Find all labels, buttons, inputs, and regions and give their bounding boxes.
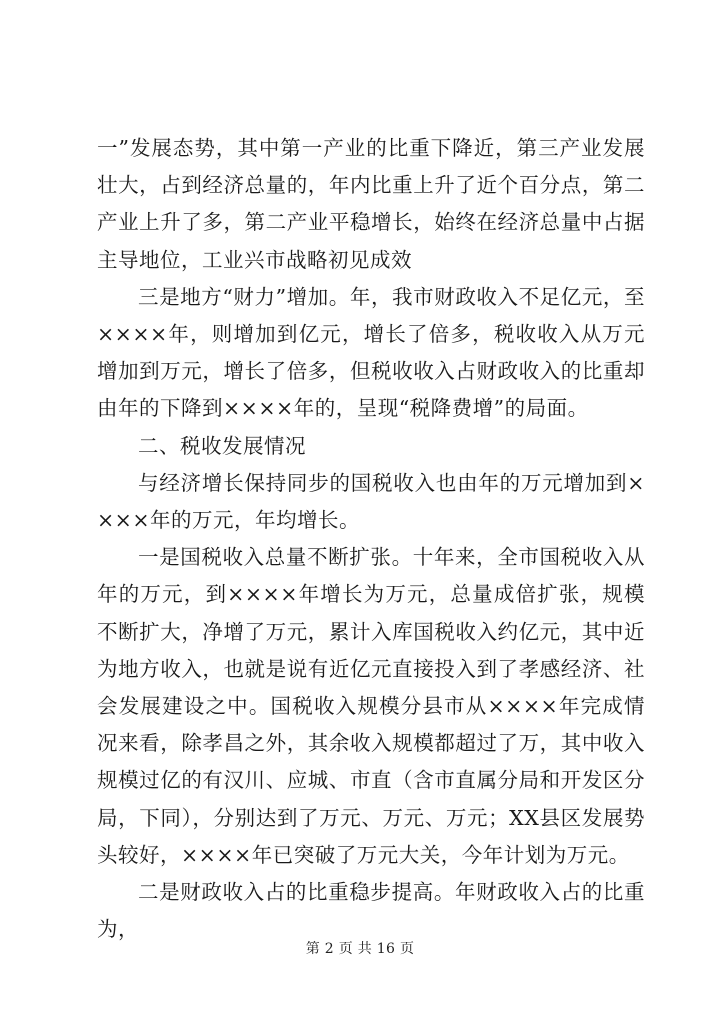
page-number-footer: 第 2 页 共 16 页 (305, 941, 415, 957)
document-body (97, 130, 645, 948)
paragraph-national-tax-growth: 与经济增长保持同步的国税收入也由年的万元增加到××××年的万元，年均增长。 (97, 470, 645, 533)
paragraph-continuation: 一”发展态势，其中第一产业的比重下降近，第三产业发展壮大，占到经济总量的，年内比重上升了近个百分点，第二产业上升了多，第二产业平稳增长，始终在经济总量中占据主导地位，工业兴市战略初见成效 (97, 136, 645, 272)
paragraph-tax-expansion: 一是国税收入总量不断扩张。十年来，全市国税收入从年的万元，到××××年增长为万元，总量成倍扩张，规模不断扩大，净增了万元，累计入库国税收入约亿元，其中近为地方收入，也就是说有近亿元直接投入到了孝感经济、社会发展建设之中。国税收入规模分县市从××××年完成情况来看，除孝昌之外，其余收入规模都超过了万，其中收入规模过亿的有汉川、应城、市直（含市直属分局和开发区分局，下同），分别达到了万元、万元、万元；XX县区发展势头较好，××××年已突破了万元大关，今年计划为万元。 (97, 545, 645, 867)
paragraph-fiscal-capacity: 三是地方“财力”增加。年，我市财政收入不足亿元，至××××年，则增加到亿元，增长了倍多，税收收入从万元增加到万元，增长了倍多，但税收收入占财政收入的比重却由年的下降到××××年的，呈现“税降费增”的局面。 (97, 284, 645, 421)
section-heading-tax-development: 二、税收发展情况 (138, 433, 306, 458)
paragraph-fiscal-share: 二是财政收入占的比重稳步提高。年财政收入占的比重为， (97, 880, 645, 942)
